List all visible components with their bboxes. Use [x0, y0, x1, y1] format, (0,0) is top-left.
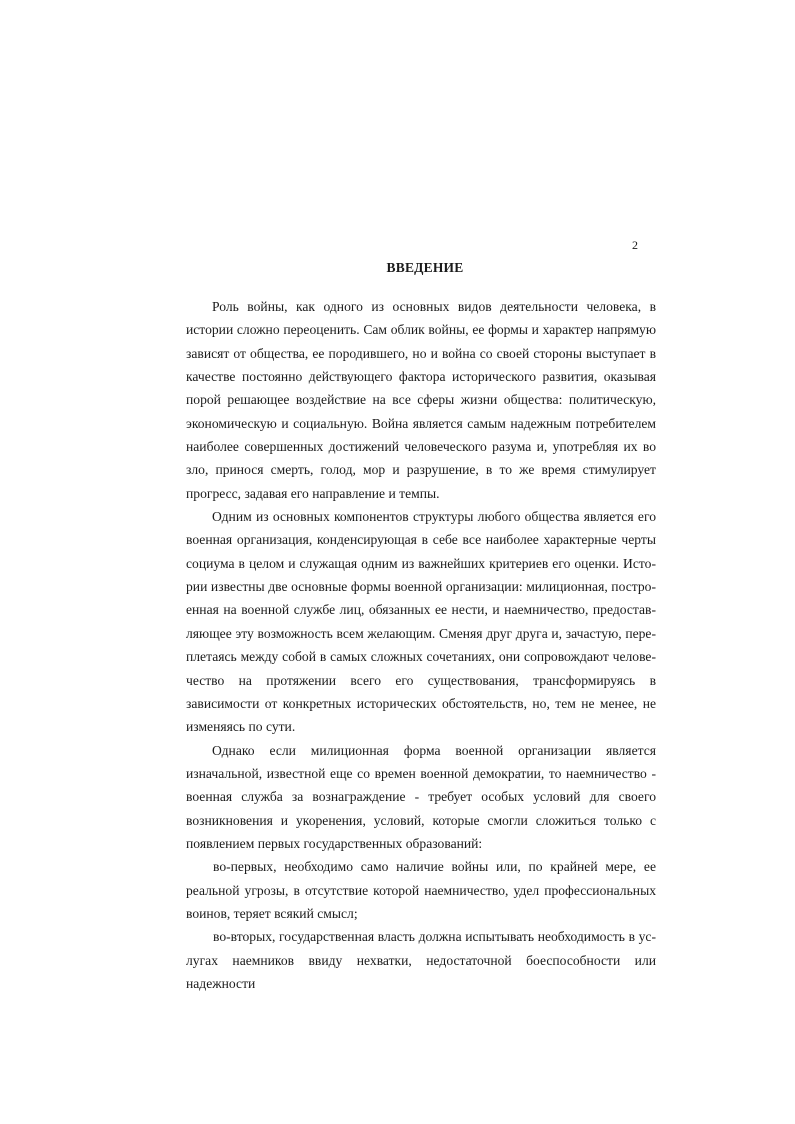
body-text — [186, 295, 656, 995]
paragraph-role-of-war: Роль войны, как одного из основных видов деятельности человека, в истории сложно переоценить. Сам облик войны, ее формы и характер напрямую зависят от общества, ее породившего, но и война со своей стороны выступает в качестве постоянно действующего фактора исторического развития, оказывая порой решающее воздействие на все сферы жизни общества: политическую, экономическую и социальную. Война является самым надежным потребителем наиболее совершенных достижений человеческого разума и, употребляя их во зло, принося смерть, голод, мор и разрушение, в то же время стимулирует прогресс, задавая его направление и темпы. — [186, 299, 656, 501]
section-heading: ВВЕДЕНИЕ — [386, 260, 464, 275]
page-number: 2 — [632, 238, 638, 252]
paragraph-military-organization: Одним из основных компонентов структуры любого общества является его военная организация, конденсирующая в себе все наиболее характерные черты социума в целом и служащая одним из важнейших критериев его оценки. Истории известны две основные формы военной организации: милиционная, построенная на военной службе лиц, обязанных ее нести, и наемничество, предоставляющее эту возможность всем желающим. Сменяя друг друга и, зачастую, переплетаясь между собой в самых сложных сочетаниях, они сопровождают человечество на протяжении всего его существования, трансформируясь в зависимости от конкретных исторических обстоятельств, но, тем не менее, не изменяясь по сути. — [186, 509, 656, 735]
list-item-second-condition: во-вторых, государственная власть должна испытывать необходимость в услугах наемников ввиду нехватки, недостаточной боеспособности или надежности — [186, 929, 656, 991]
list-item-first-condition: во-первых, необходимо само наличие войны или, по крайней мере, ее реальной угрозы, в отсутствие которой наемничество, удел профессиональных воинов, теряет всякий смысл; — [186, 859, 656, 921]
paragraph-mercenary-conditions: Однако если милиционная форма военной организации является изначальной, известной еще со времен военной демократии, то наемничество - военная служба за вознаграждение - требует особых условий для своего возникновения и укоренения, условий, которые смогли сложиться только с появлением первых государственных образований: — [186, 742, 656, 851]
